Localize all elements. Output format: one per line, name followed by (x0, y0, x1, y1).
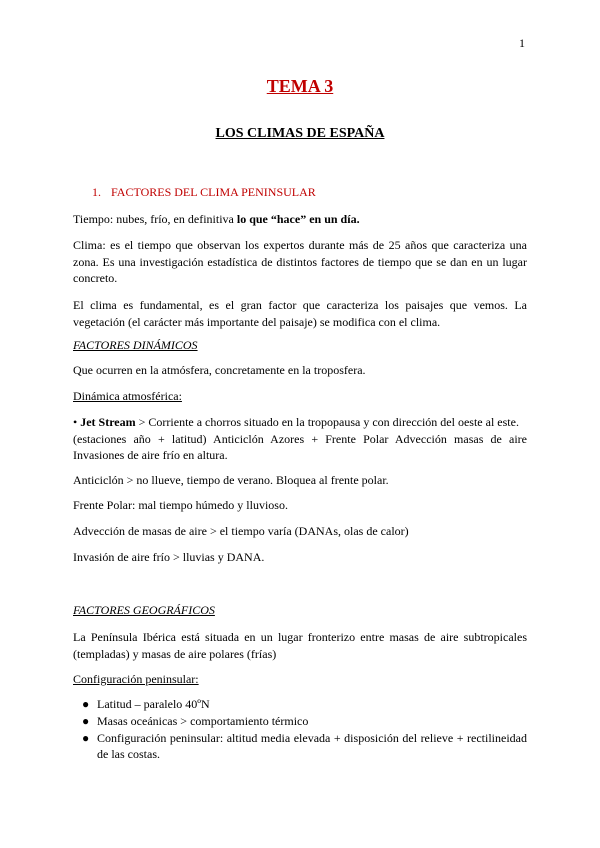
configuracion-heading: Configuración peninsular: (73, 672, 199, 686)
page-subtitle: LOS CLIMAS DE ESPAÑA (215, 126, 385, 141)
jet-stream-paragraph (73, 414, 527, 464)
frente-polar-paragraph: Frente Polar: mal tiempo húmedo y lluvioso. (73, 498, 288, 512)
jet-stream-term: Jet Stream (80, 415, 136, 429)
peninsula-paragraph: La Península Ibérica está situada en un lugar fronterizo entre masas de aire subtropicales (templadas) y masas de aire polares (frías) (73, 630, 527, 661)
configuracion-list (73, 696, 527, 763)
bullet-icon: ● (82, 731, 90, 745)
tiempo-text: Tiempo: nubes, frío, en definitiva (73, 212, 237, 226)
jet-stream-line2: (estaciones año + latitud) Anticiclón Azores + Frente Polar Advección masas de aire Invasiones de aire frío en altura. (73, 431, 527, 462)
tiempo-bold: lo que “hace” en un día. (236, 212, 360, 226)
section-heading-text: FACTORES DEL CLIMA PENINSULAR (111, 185, 316, 199)
bullet-dot: • (73, 415, 78, 429)
bullet-icon: ● (82, 697, 90, 711)
list-item: ● Masas oceánicas > comportamiento térmico (82, 714, 309, 728)
clima-definition-paragraph: Clima: es el tiempo que observan los expertos durante más de 25 años que caracteriza una zona. Es una investigación estadística de distintos factores de tiempo que se dan en un lugar concreto. (73, 238, 527, 285)
list-item: ● Latitud – paralelo 40ºN (82, 697, 210, 711)
page-title: TEMA 3 (266, 76, 334, 96)
bullet-icon: ● (82, 714, 90, 728)
tiempo-paragraph (73, 211, 527, 228)
adveccion-paragraph: Advección de masas de aire > el tiempo varía (DANAs, olas de calor) (73, 524, 409, 538)
page-number: 1 (519, 36, 525, 50)
dinamica-heading: Dinámica atmosférica: (73, 389, 182, 403)
section-heading (92, 184, 527, 201)
troposfera-paragraph: Que ocurren en la atmósfera, concretamente en la troposfera. (73, 363, 366, 377)
list-item: ● Configuración peninsular: altitud media elevada + disposición del relieve + rectilineidad de las costas. (82, 731, 527, 761)
anticiclon-paragraph: Anticiclón > no llueve, tiempo de verano. Bloquea al frente polar. (73, 473, 389, 487)
jet-stream-line1: > Corriente a chorros situado en la tropopausa y con dirección del oeste al este. (135, 415, 519, 429)
section-number: 1. (92, 185, 101, 199)
clima-fundamental-paragraph: El clima es fundamental, es el gran factor que caracteriza los paisajes que vemos. La vegetación (el carácter más importante del paisaje) se modifica con el clima. (73, 298, 527, 329)
factores-geograficos-heading: FACTORES GEOGRÁFICOS (73, 603, 215, 617)
factores-dinamicos-heading: FACTORES DINÁMICOS (73, 338, 198, 352)
invasion-paragraph: Invasión de aire frío > lluvias y DANA. (73, 550, 265, 564)
